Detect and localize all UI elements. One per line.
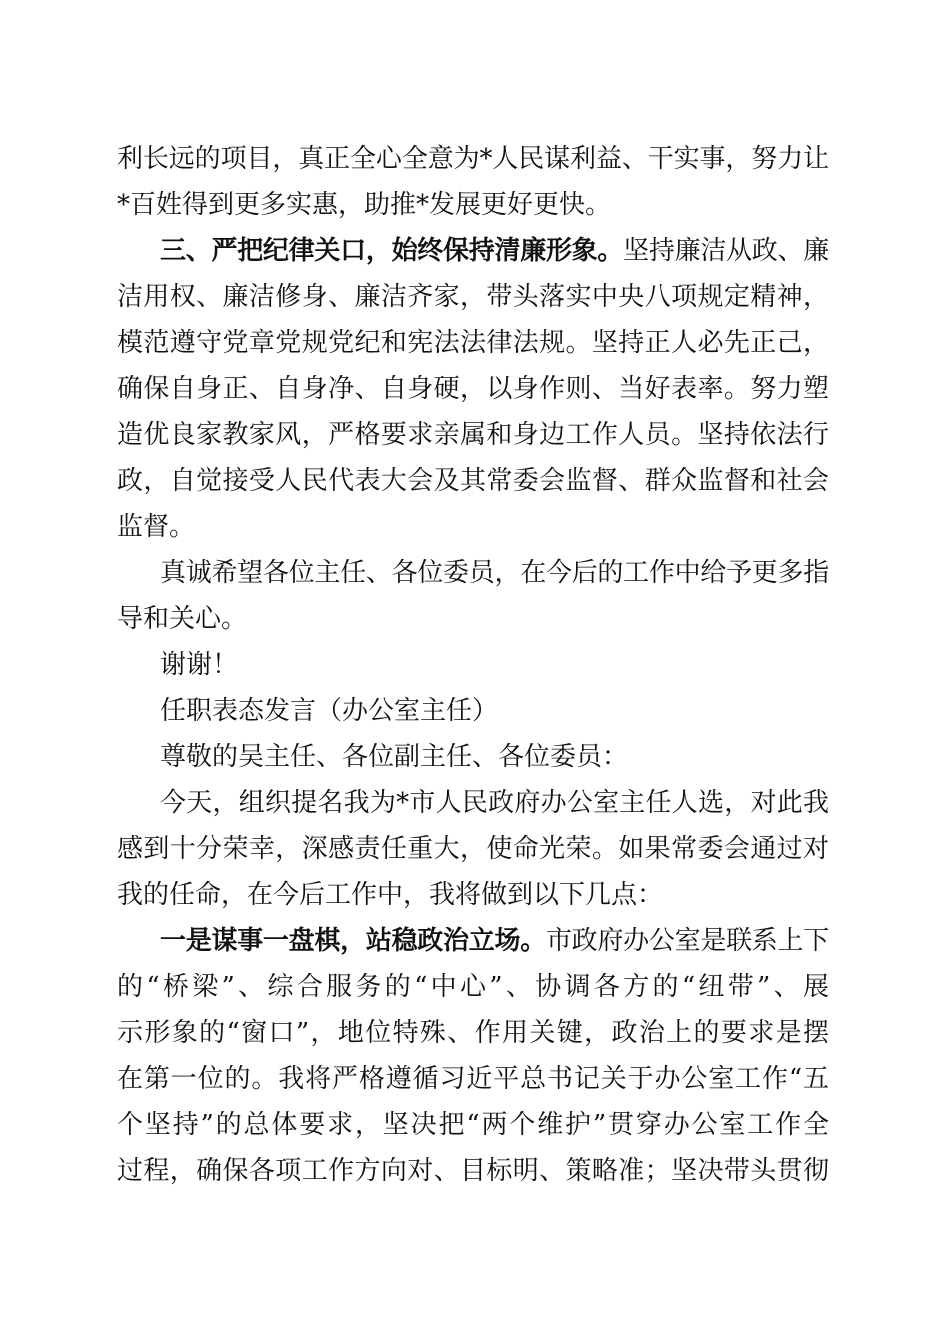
closing-line: 谢谢！ <box>160 650 239 680</box>
section-heading: 一是谋事一盘棋，站稳政治立场。 <box>160 926 546 956</box>
paragraph-line: 政，自觉接受人民代表大会及其常委会监督、群众监督和社会 <box>117 466 829 496</box>
paragraph-line: 监督。 <box>117 512 196 542</box>
paragraph-line: 确保自身正、自身净、自身硬，以身作则、当好表率。努力塑 <box>117 374 829 404</box>
paragraph-line: 导和关心。 <box>117 604 248 634</box>
speech-title: 任职表态发言（办公室主任） <box>160 696 499 726</box>
paragraph-line: 过程，确保各项工作方向对、目标明、策略准；坚决带头贯彻 <box>117 1156 829 1186</box>
paragraph-line: *百姓得到更多实惠，助推*发展更好更快。 <box>117 190 612 220</box>
paragraph-line: 洁用权、廉洁修身、廉洁齐家，带头落实中央八项规定精神， <box>117 282 829 312</box>
paragraph-line: 模范遵守党章党规党纪和宪法法律法规。坚持正人必先正己， <box>117 328 829 358</box>
paragraph-line: 个坚持”的总体要求，坚决把“两个维护”贯穿办公室工作全 <box>117 1110 829 1140</box>
section-heading-line <box>117 228 829 274</box>
paragraph-line: 利长远的项目，真正全心全意为*人民谋利益、干实事，努力让 <box>117 144 829 174</box>
paragraph-text: 坚持廉洁从政、廉 <box>623 236 829 266</box>
salutation-line: 尊敬的吴主任、各位副主任、各位委员： <box>160 742 629 772</box>
paragraph-line: 示形象的“窗口”，地位特殊、作用关键，政治上的要求是摆 <box>117 1018 829 1048</box>
paragraph-text: 市政府办公室是联系上下 <box>545 926 829 956</box>
paragraph-line: 造优良家教家风，严格要求亲属和身边工作人员。坚持依法行 <box>117 420 829 450</box>
document-page <box>117 136 829 1194</box>
paragraph-line: 真诚希望各位主任、各位委员，在今后的工作中给予更多指 <box>160 558 829 588</box>
paragraph-line: 我的任命，在今后工作中，我将做到以下几点： <box>117 880 664 910</box>
paragraph-line: 感到十分荣幸，深感责任重大，使命光荣。如果常委会通过对 <box>117 834 829 864</box>
section-heading-line <box>117 918 829 964</box>
paragraph-line: 今天，组织提名我为*市人民政府办公室主任人选，对此我 <box>160 788 829 818</box>
section-heading: 三、严把纪律关口，始终保持清廉形象。 <box>160 236 624 266</box>
paragraph-line: 在第一位的。我将严格遵循习近平总书记关于办公室工作“五 <box>117 1064 829 1094</box>
paragraph-line: 的“桥梁”、综合服务的“中心”、协调各方的“纽带”、展 <box>117 972 829 1002</box>
